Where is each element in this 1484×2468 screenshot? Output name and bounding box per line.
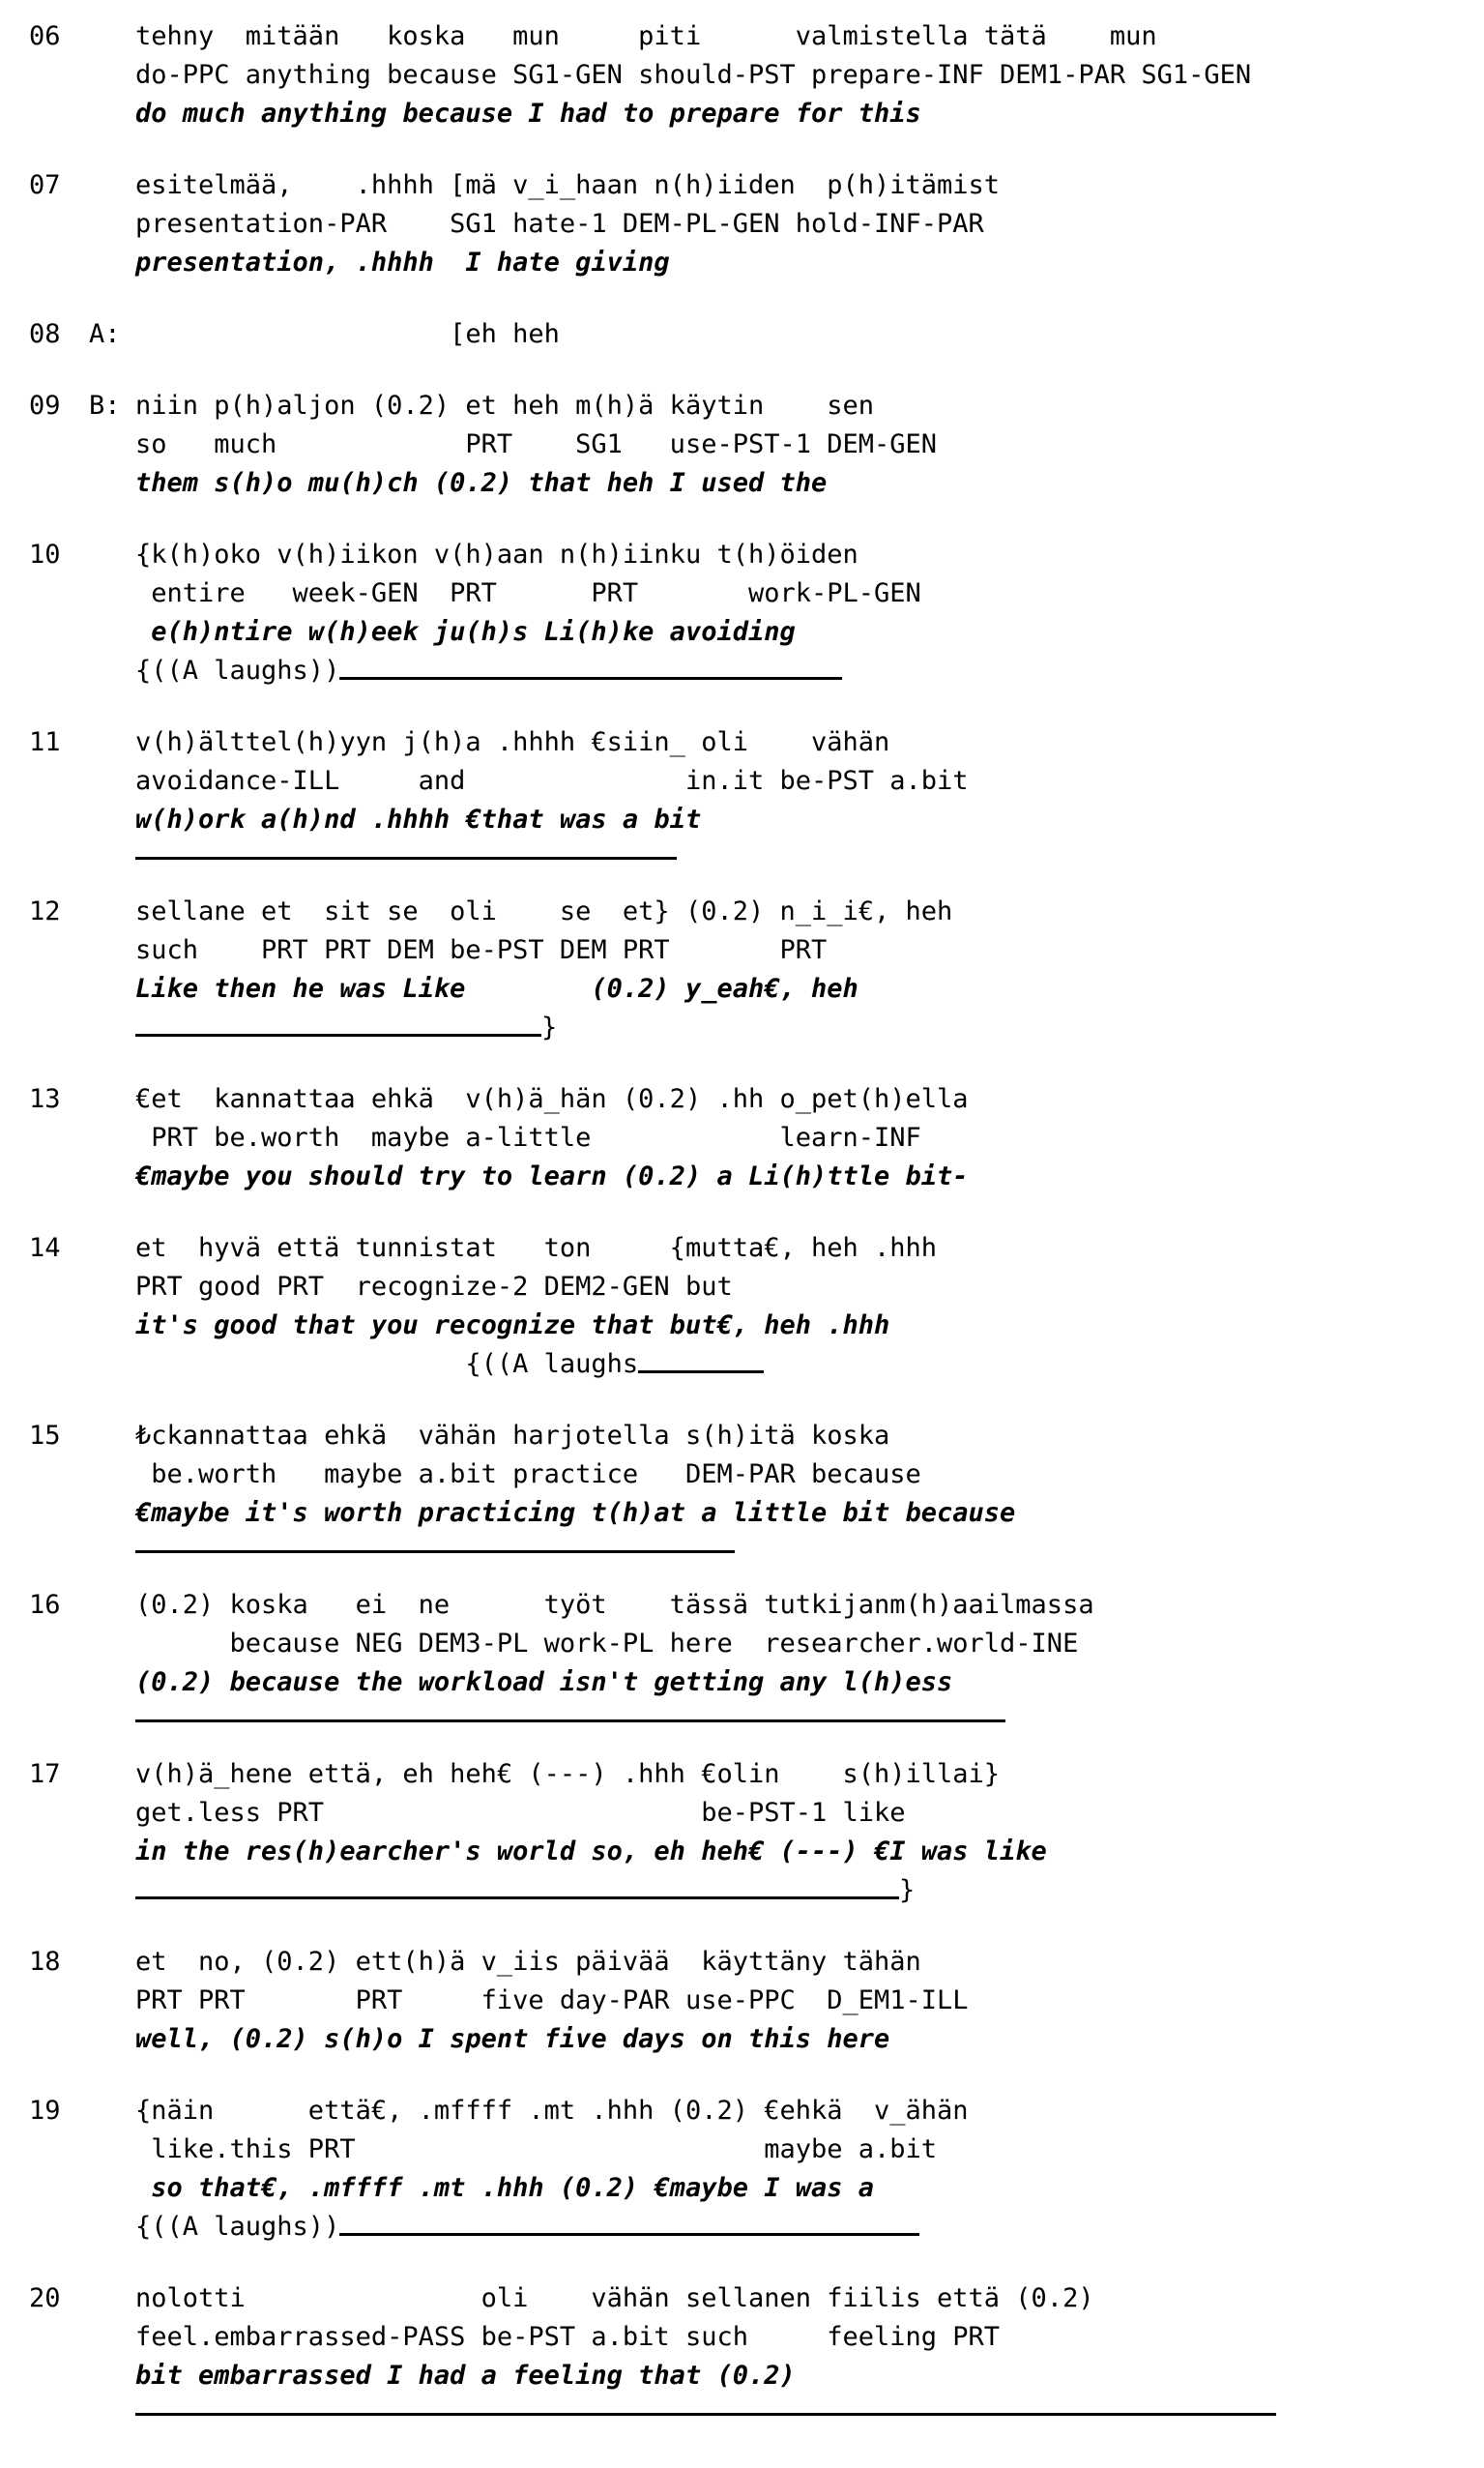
line-original: (0.2) koska ei ne työt tässä tutkijanm(h)aailmassa [135, 1590, 1094, 1620]
line-gloss: get.less PRT be-PST-1 like [135, 1798, 906, 1828]
transcript-turn [29, 1417, 1455, 1553]
line-original: {k(h)oko v(h)iikon v(h)aan n(h)iinku t(h)öiden [135, 540, 858, 570]
line-translation: Like then he was Like (0.2) y̲eah€, heh [135, 974, 858, 1004]
overlap-rule [135, 1719, 1005, 1722]
overlap-rule [135, 1871, 899, 1899]
line-original: v(h)älttel(h)yyn j(h)a .hhhh €siin_ oli vähän [135, 727, 890, 757]
overlap-rule [339, 652, 842, 680]
turn-lines [135, 723, 1455, 860]
line-original: nolotti oli vähän sellanen fiilis että (0.2) [135, 2283, 1094, 2313]
line-translation: bit embarrassed I had a feeling that (0.2) [135, 2361, 796, 2391]
turn-lines [135, 166, 1455, 282]
spacer [135, 839, 1455, 845]
line-gloss: entire week-GEN PRT PRT work-PL-GEN [135, 578, 921, 608]
line-note: {((A laughs)) [135, 2212, 340, 2242]
line-translation: e(h)ntire w(h)eek ju(h)s Li(h)ke avoiding [135, 617, 796, 647]
turn-lines [135, 1943, 1455, 2059]
line-translation: €maybe you should try to learn (0.2) a Li(h)ttle bit- [135, 1161, 969, 1191]
line-translation: w(h)ork a(h)nd .hhhh €that was a bit [135, 805, 702, 835]
line-original: ₺ckannattaa ehkä vähän harjotella s(h)itä koska [135, 1421, 890, 1451]
line-translation: presentation, .hhhh I hate giving [135, 248, 670, 278]
line-gloss: PRT be.worth maybe a-little learn-INF [135, 1123, 921, 1153]
overlap-rule [638, 1345, 764, 1373]
annotation-row [135, 652, 1455, 690]
annotation-row [135, 2208, 1455, 2247]
line-original: tehny mitään koska mun piti valmistella tätä mun [135, 21, 1157, 51]
turn-number: 10 [29, 540, 61, 570]
turn-number: 08 [29, 319, 61, 349]
turn-lines [135, 2279, 1455, 2416]
line-gloss: like.this PRT maybe a.bit [135, 2134, 938, 2164]
turn-number: 13 [29, 1084, 61, 1114]
line-gloss: avoidance-ILL and in.it be-PST a.bit [135, 766, 969, 796]
turn-number: 17 [29, 1759, 61, 1789]
transcript-turn [29, 723, 1455, 860]
overlap-rule [135, 2413, 1276, 2416]
transcript-turn [29, 893, 1455, 1047]
transcript-turn [29, 1755, 1455, 1910]
turn-speaker: A: [89, 319, 121, 349]
line-gloss: PRT PRT PRT five day-PAR use-PPC D̲EM1-ILL [135, 1985, 969, 2015]
line-gloss: do-PPC anything because SG1-GEN should-PST prepare-INF DEM1-PAR SG1-GEN [135, 60, 1252, 90]
line-translation: do much anything because I had to prepare for this [135, 99, 921, 129]
line-original: {näin että€, .mffff .mt .hhh (0.2) €ehkä v̲ähän [135, 2096, 969, 2126]
overlap-rule [135, 857, 677, 860]
turn-lines [135, 1586, 1455, 1722]
transcript-turn [29, 2092, 1455, 2247]
line-translation: so that€, .mffff .mt .hhh (0.2) €maybe I was a [135, 2173, 875, 2203]
line-gloss: be.worth maybe a.bit practice DEM-PAR because [135, 1459, 921, 1489]
line-note: {((A laughs [135, 1349, 639, 1379]
line-gloss: such PRT PRT DEM be-PST DEM PRT PRT [135, 935, 828, 965]
turn-number: 14 [29, 1233, 61, 1263]
line-translation: (0.2) because the workload isn't getting any l(h)ess [135, 1667, 953, 1697]
brace-marker: } [899, 1875, 916, 1905]
turn-lines [135, 17, 1455, 133]
turn-lines [135, 1080, 1455, 1196]
turn-lines [135, 893, 1455, 1047]
spacer [135, 2395, 1455, 2401]
transcript-turn [29, 2279, 1455, 2416]
turn-lines [135, 1755, 1455, 1910]
transcript-turn [29, 1080, 1455, 1196]
transcript-turn [29, 536, 1455, 690]
turn-lines [135, 1417, 1455, 1553]
turn-lines [135, 536, 1455, 690]
spacer [135, 1702, 1455, 1708]
turn-speaker: B: [89, 391, 121, 421]
line-translation: them s(h)o mu(h)ch (0.2) that heh I used the [135, 468, 828, 498]
turn-number: 11 [29, 727, 61, 757]
line-gloss: PRT good PRT recognize-2 DEM2-GEN but [135, 1272, 733, 1302]
turn-number: 15 [29, 1421, 61, 1451]
turn-number: 12 [29, 896, 61, 926]
line-original: v(h)ä̲hene että, eh heh€ (---) .hhh €olin s(h)illai} [135, 1759, 1001, 1789]
turn-number: 18 [29, 1947, 61, 1977]
turn-number: 16 [29, 1590, 61, 1620]
annotation-row [135, 1345, 1455, 1384]
overlap-rule [135, 1009, 541, 1037]
turn-lines [135, 1229, 1455, 1384]
transcript-turn [29, 166, 1455, 282]
line-gloss: presentation-PAR SG1 hate-1 DEM-PL-GEN hold-INF-PAR [135, 209, 984, 239]
line-original: [eh heh [135, 319, 560, 349]
line-translation: it's good that you recognize that but€, heh .hhh [135, 1310, 890, 1340]
turn-number: 20 [29, 2283, 61, 2313]
line-gloss: because NEG DEM3-PL work-PL here researcher.world-INE [135, 1629, 1079, 1659]
turn-number: 19 [29, 2096, 61, 2126]
turn-number: 06 [29, 21, 61, 51]
line-translation: €maybe it's worth practicing t(h)at a little bit because [135, 1498, 1016, 1528]
line-note: {((A laughs)) [135, 656, 340, 686]
turn-lines [135, 387, 1455, 503]
overlap-rule [339, 2208, 919, 2236]
transcript-turn [29, 1943, 1455, 2059]
line-translation: well, (0.2) s(h)o I spent five days on this here [135, 2024, 890, 2054]
line-translation: in the res(h)earcher's world so, eh heh€ (---) €I was like [135, 1836, 1047, 1866]
transcript-turn [29, 17, 1455, 133]
turn-number: 09 [29, 391, 61, 421]
line-gloss: feel.embarrassed-PASS be-PST a.bit such feeling PRT [135, 2322, 1001, 2352]
line-original: sellane et sit se oli se et} (0.2) n̲i̲i€, heh [135, 896, 953, 926]
spacer [135, 1533, 1455, 1539]
transcript-turn [29, 387, 1455, 503]
turn-number: 07 [29, 170, 61, 200]
transcript-turn [29, 1229, 1455, 1384]
annotation-row [135, 1009, 1455, 1047]
brace-marker: } [541, 1013, 558, 1043]
line-gloss: so much PRT SG1 use-PST-1 DEM-GEN [135, 429, 938, 459]
turn-lines [135, 2092, 1455, 2247]
line-original: et hyvä että tunnistat ton {mutta€, heh .hhh [135, 1233, 938, 1263]
line-original: esitelmää, .hhhh [mä v̲i̲haan n(h)iiden p(h)itämist [135, 170, 1001, 200]
overlap-rule [135, 1550, 735, 1553]
annotation-row [135, 1871, 1455, 1910]
line-original: niin p(h)aljon (0.2) et heh m(h)ä käytin sen [135, 391, 875, 421]
turn-lines [135, 315, 1455, 354]
line-original: €et kannattaa ehkä v(h)ä̲hän (0.2) .hh o̲pet(h)ella [135, 1084, 969, 1114]
transcript-turn [29, 1586, 1455, 1722]
line-original: et no, (0.2) ett(h)ä v̲iis päivää käyttäny tähän [135, 1947, 921, 1977]
transcript-turn [29, 315, 1455, 354]
